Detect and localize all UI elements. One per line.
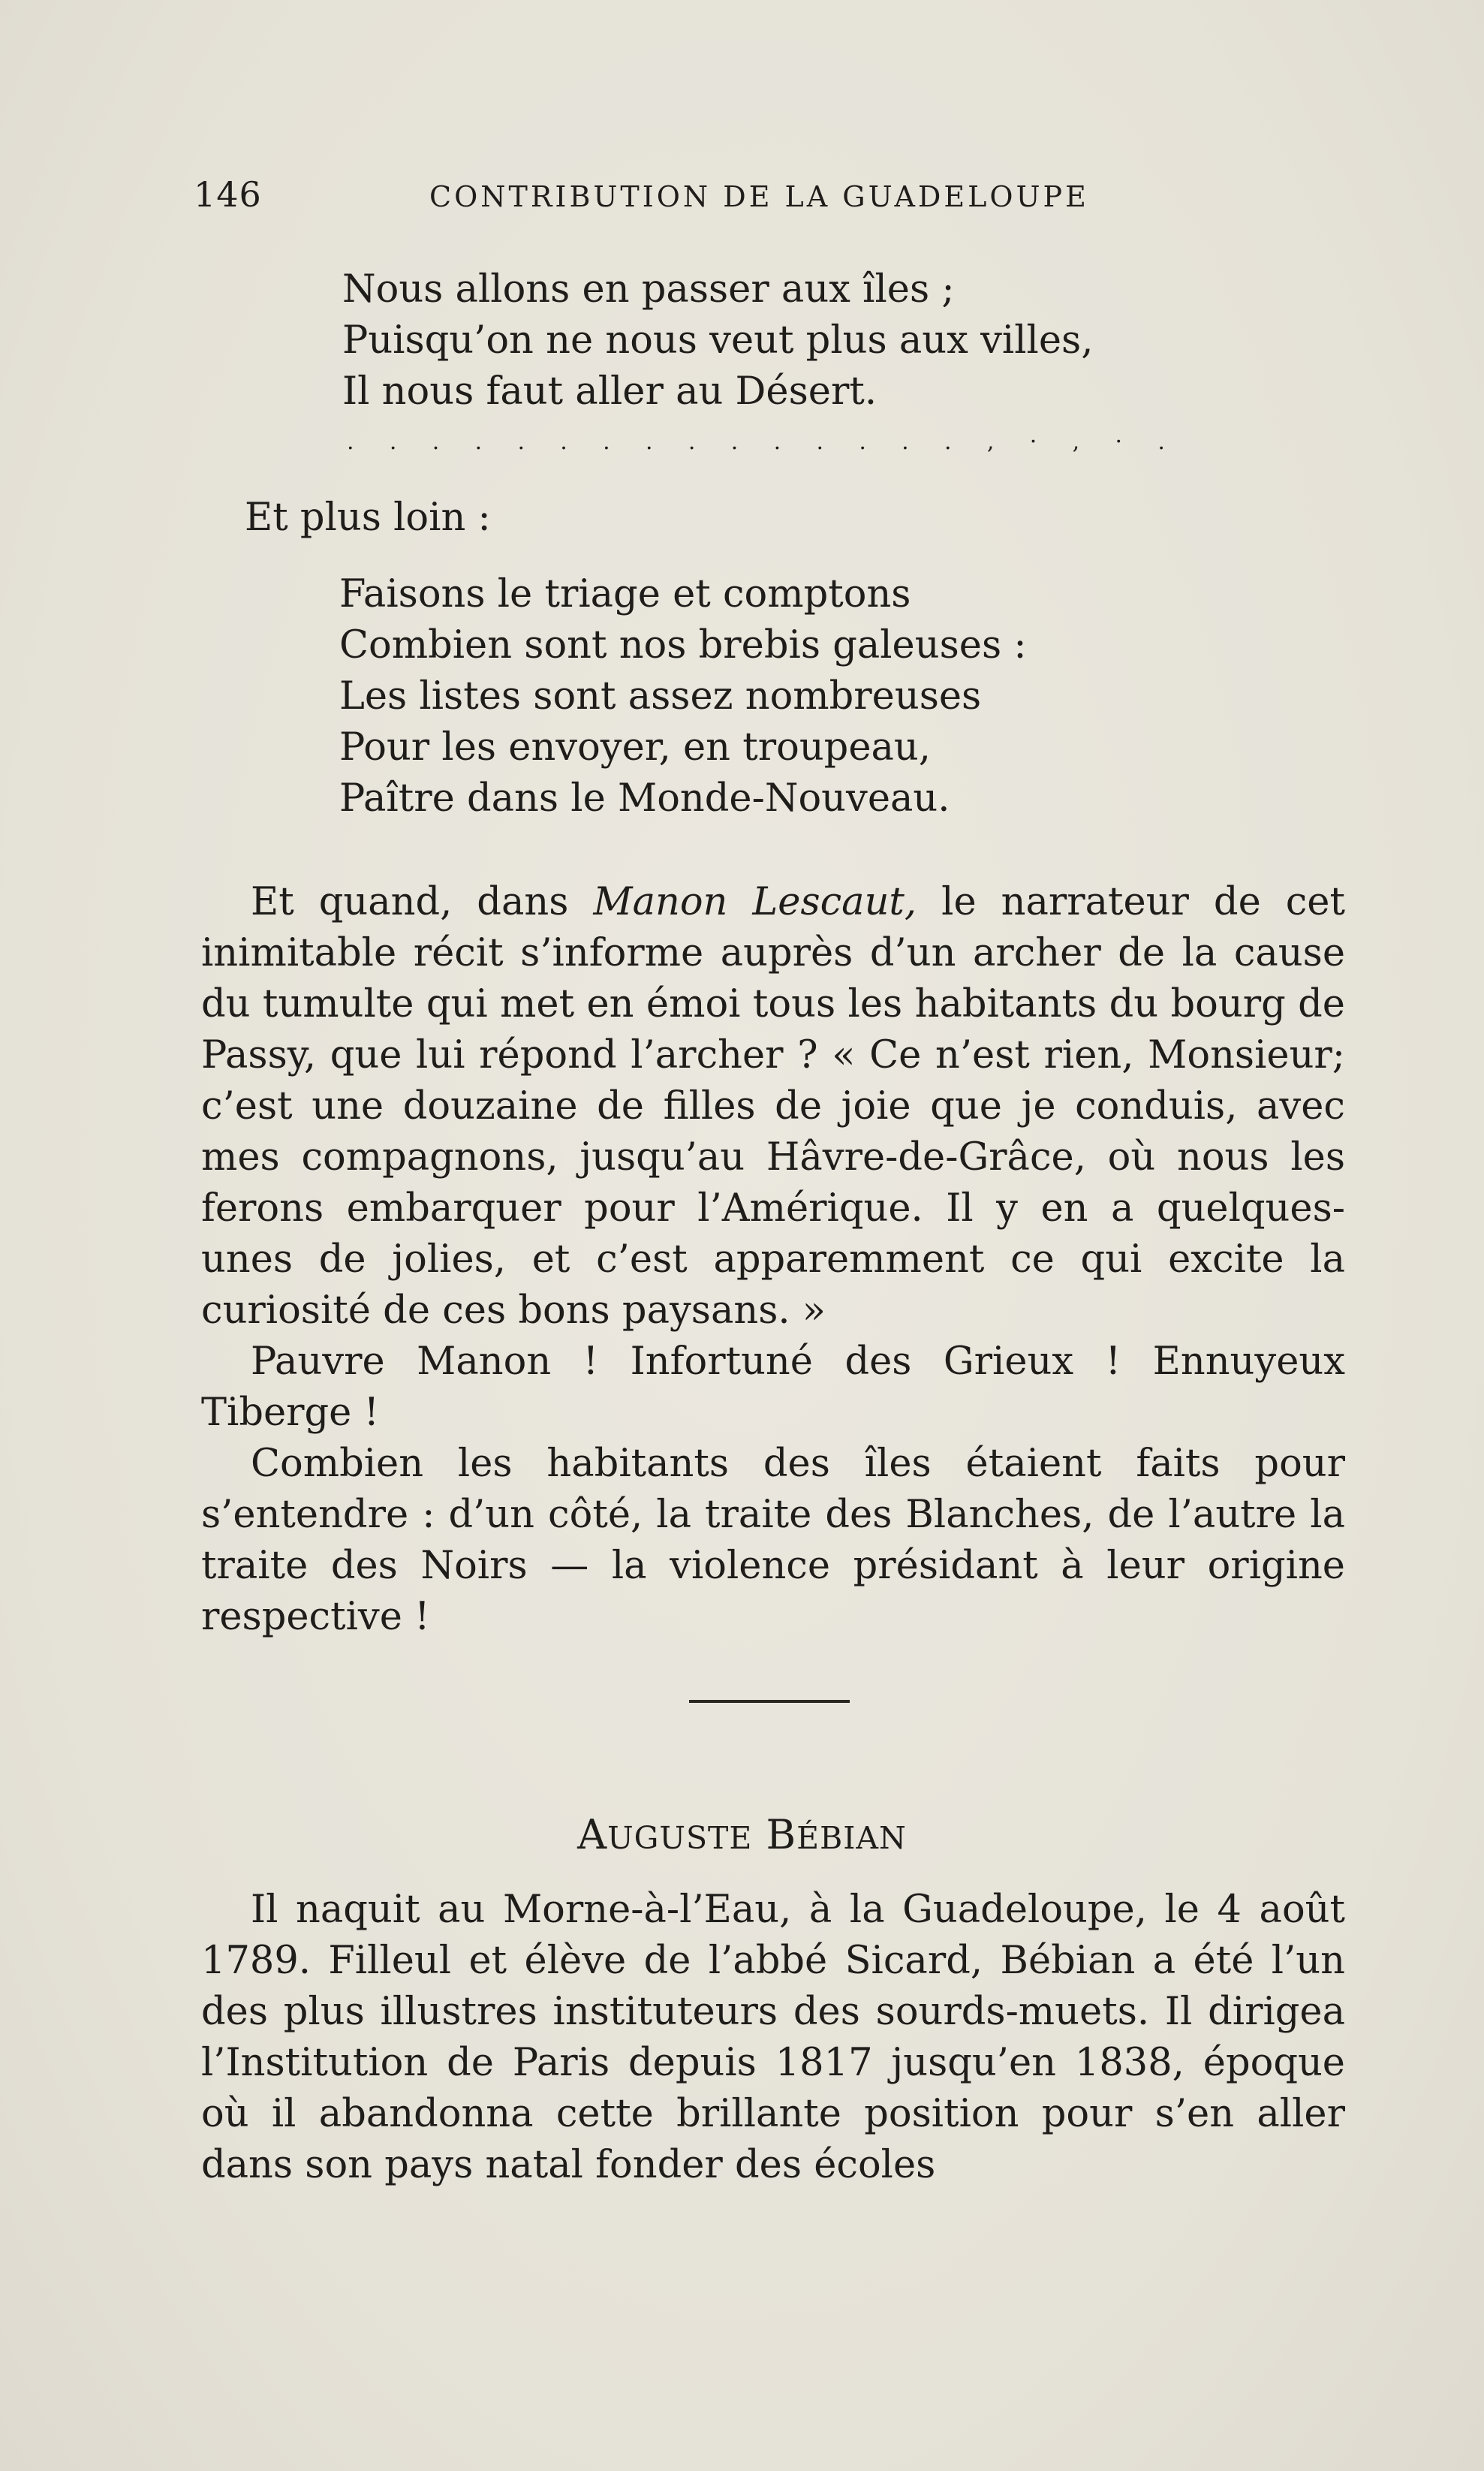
ellipsis-dot: . — [816, 429, 823, 455]
page-number: 146 — [194, 174, 262, 215]
verse-line: Faisons le triage et comptons — [339, 572, 911, 616]
paragraph-conclusion: Combien les habitants des îles étaient faits pour s’entendre : d’un côté, la traite des Blanches, de l’autre la traite des Noirs — la violence présidant à leur origine respective ! — [201, 1442, 1345, 1639]
ellipsis-dot: , — [986, 429, 995, 455]
transition-line: Et plus loin : — [245, 496, 491, 540]
ellipsis-dot: . — [902, 429, 909, 455]
book-title-italic: Manon Lescaut, — [593, 880, 917, 924]
verse-stanza-2 — [339, 569, 1027, 824]
ellipsis-dot: . — [474, 429, 483, 455]
verse-line: Paître dans le Monde-Nouveau. — [339, 776, 950, 821]
running-head — [194, 174, 1350, 219]
ellipsis-dot: . — [730, 429, 739, 455]
ellipsis-dot: . — [603, 429, 610, 455]
paragraph-text: Et quand, dans — [251, 880, 594, 924]
section-body — [201, 1885, 1345, 2191]
heading-smallcaps: ÉBIAN — [796, 1820, 907, 1856]
ellipsis-dot: . — [859, 429, 866, 455]
heading-smallcaps: UGUSTE — [607, 1820, 753, 1856]
ellipsis-dot: · — [1115, 429, 1123, 455]
verse-line: Puisqu’on ne nous veut plus aux villes, — [342, 318, 1094, 363]
verse-line: Les listes sont assez nombreuses — [339, 674, 982, 719]
ellipsis-line — [347, 431, 1165, 454]
ellipsis-dot: . — [389, 429, 397, 455]
section-divider — [689, 1700, 850, 1703]
verse-line: Combien sont nos brebis galeuses : — [339, 623, 1027, 667]
paragraph-manon — [201, 877, 1345, 1336]
ellipsis-dot: . — [646, 429, 653, 455]
ellipsis-dot: . — [688, 429, 696, 455]
running-title: CONTRIBUTION DE LA GUADELOUPE — [429, 180, 1089, 213]
heading-cap: A — [577, 1811, 608, 1858]
ellipsis-dot: . — [773, 429, 781, 455]
ellipsis-dot: . — [1157, 429, 1165, 455]
paragraph-bebian: Il naquit au Morne-à-l’Eau, à la Guadeloupe, le 4 août 1789. Filleul et élève de l’abbé Sicard, Bébian a été l’un des plus illustres instituteurs des sourds-muets. Il dirigea l’Institution de Paris depuis 1817 jusqu’en 1838, époque où il abandonna cette brillante position pour s’en aller dans son pays natal fonder des écoles — [201, 1888, 1345, 2187]
ellipsis-dot: . — [432, 429, 440, 455]
ellipsis-dot: . — [517, 429, 525, 455]
paragraph-text: le narrateur de cet inimitable récit s’informe auprès d’un archer de la cause du tumulte qui met en émoi tous les habitants du bourg de Passy, que lui répond l’archer ? « Ce n’est rien, Monsieur; c’est une douzaine de filles de joie que je conduis, avec mes compagnons, jusqu’au Hâvre-de-Grâce, où nous les ferons embarquer pour l’Amérique. Il y en a quelques-unes de jolies, et c’est apparemment ce qui excite la curiosité de ces bons paysans. » — [201, 880, 1345, 1333]
ellipsis-dot: · — [1029, 429, 1037, 455]
prose-block — [201, 877, 1345, 1643]
paragraph-exclamations: Pauvre Manon ! Infortuné des Grieux ! Ennuyeux Tiberge ! — [201, 1339, 1345, 1435]
verse-stanza-1 — [342, 264, 1093, 417]
ellipsis-dot: . — [347, 429, 354, 455]
ellipsis-dot: , — [1072, 429, 1080, 455]
ellipsis-dot: . — [560, 429, 567, 455]
verse-line: Il nous faut aller au Désert. — [342, 369, 877, 414]
verse-line: Pour les envoyer, en troupeau, — [339, 725, 931, 770]
section-heading — [0, 1811, 1484, 1858]
verse-line: Nous allons en passer aux îles ; — [342, 267, 955, 312]
heading-cap: B — [766, 1811, 797, 1858]
ellipsis-dot: . — [944, 429, 952, 455]
